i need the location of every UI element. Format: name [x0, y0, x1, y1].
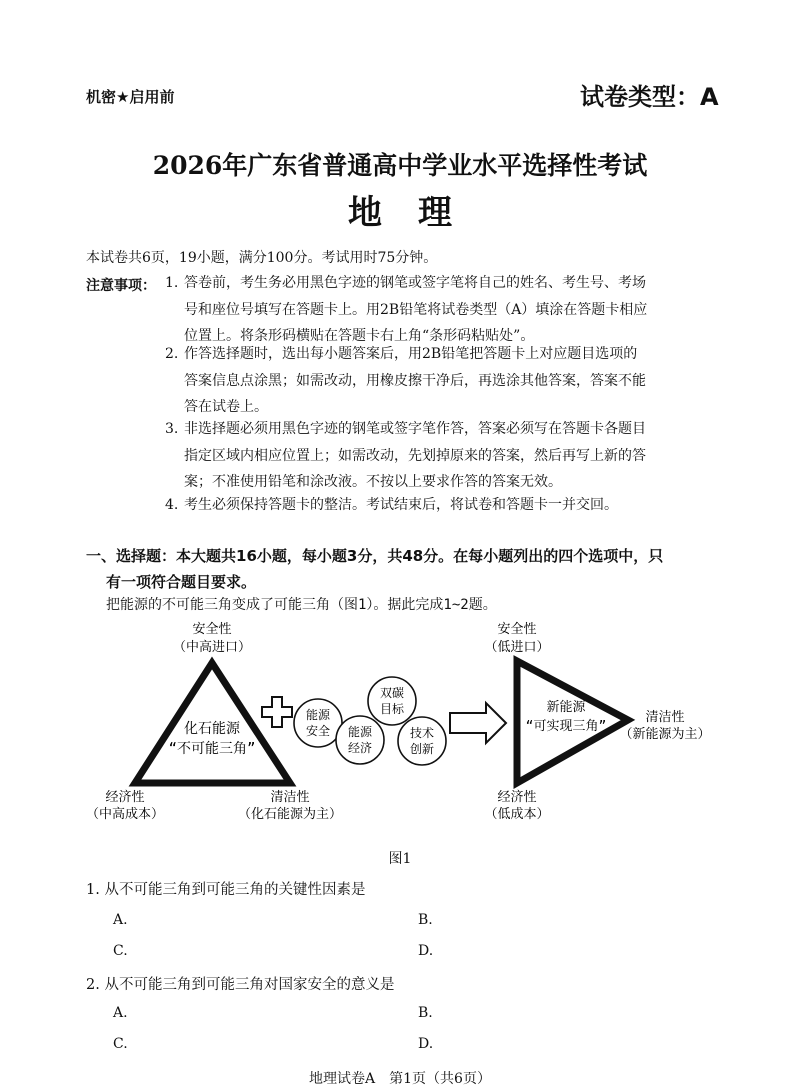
note-number: 4. — [165, 497, 179, 513]
question-prompt: 把能源的不可能三角变成了可能三角（图1）。据此完成1~2题。 — [106, 597, 497, 613]
notes-label: 注意事项： — [86, 278, 156, 294]
question-2-stem: 2. 从不可能三角到可能三角对国家安全的意义是 — [86, 977, 395, 993]
right-top-label: 安全性 — [497, 622, 537, 637]
note-line: 位置上。将条形码横贴在答题卡右上角“条形码粘贴处”。 — [184, 328, 535, 344]
arrow-right-icon — [450, 703, 506, 743]
note-item-2 — [165, 341, 729, 421]
page-footer: 地理试卷A 第1页（共6页） — [309, 1071, 491, 1087]
note-line: 答在试卷上。 — [184, 399, 268, 415]
note-line: 考生必须保持答题卡的整洁。考试结束后，将试卷和答题卡一并交回。 — [184, 497, 618, 513]
question-1-stem: 1. 从不可能三角到可能三角的关键性因素是 — [86, 882, 366, 898]
question-1-option-d: D. — [418, 943, 434, 959]
question-2-option-c: C. — [113, 1036, 128, 1052]
circle-label: 目标 — [379, 702, 405, 716]
circle-dual-carbon — [368, 677, 416, 725]
circle-label: 技术 — [409, 726, 435, 740]
note-line: 作答选择题时，选出每小题答案后，用2B铅笔把答题卡上对应题目选项的 — [184, 346, 638, 362]
circle-tech-innovation — [398, 717, 446, 765]
circle-label: 创新 — [409, 742, 435, 756]
right-side-label: 清洁性 — [645, 710, 685, 725]
note-line: 案；不准使用铅笔和涂改液。不按以上要求作答的答案无效。 — [184, 474, 562, 490]
right-side-sub: （新能源为主） — [619, 727, 711, 742]
question-2-option-d: D. — [418, 1036, 434, 1052]
right-center-line2: “可实现三角” — [525, 719, 607, 734]
right-center-line1: 新能源 — [546, 700, 586, 715]
note-item-3 — [165, 416, 729, 496]
circle-energy-security — [294, 699, 342, 747]
left-bottom-left-sub: （中高成本） — [85, 807, 165, 822]
left-bottom-right-label: 清洁性 — [270, 790, 310, 805]
note-number: 2. — [165, 346, 179, 362]
note-line: 号和座位号填写在答题卡上。用2B铅笔将试卷类型（A）填涂在答题卡相应 — [184, 301, 648, 318]
figure-energy-triangle — [0, 615, 800, 830]
note-line: 答卷前，考生务必用黑色字迹的钢笔或签字笔将自己的姓名、考生号、考场 — [184, 275, 646, 291]
right-bottom-sub: （低成本） — [484, 807, 550, 822]
plus-icon — [262, 697, 292, 727]
left-bottom-left-label: 经济性 — [105, 790, 145, 805]
circle-energy-economy — [336, 716, 384, 764]
left-bottom-right-sub: （化石能源为主） — [237, 807, 343, 822]
note-item-4 — [165, 492, 729, 519]
question-1-option-c: C. — [113, 943, 128, 959]
exam-title: 2026年广东省普通高中学业水平选择性考试 — [152, 151, 648, 180]
question-1-option-b: B. — [418, 912, 433, 928]
left-center-line2: “不可能三角” — [168, 741, 256, 757]
question-2-option-a: A. — [113, 1005, 128, 1021]
question-1-option-a: A. — [113, 912, 128, 928]
paper-type: 试卷类型：A — [580, 83, 719, 111]
left-top-label: 安全性 — [192, 622, 232, 637]
figure-caption: 图1 — [388, 851, 412, 867]
question-2-option-b: B. — [418, 1005, 433, 1021]
left-center-line1: 化石能源 — [184, 721, 240, 737]
note-number: 3. — [165, 421, 179, 437]
exam-intro: 本试卷共6页，19小题，满分100分。考试用时75分钟。 — [86, 250, 438, 266]
circle-label: 能源 — [305, 708, 331, 722]
circle-label: 经济 — [347, 741, 373, 755]
circle-label: 安全 — [305, 724, 331, 738]
note-line: 非选择题必须用黑色字迹的钢笔或签字笔作答，答案必须写在答题卡各题目 — [184, 421, 646, 437]
note-item-1 — [165, 270, 729, 350]
note-line: 答案信息点涂黑；如需改动，用橡皮擦干净后，再选涂其他答案，答案不能 — [184, 372, 646, 389]
circle-label: 能源 — [347, 725, 373, 739]
left-top-sub: （中高进口） — [172, 640, 252, 655]
circle-label: 双碳 — [379, 686, 405, 700]
section-line: 一、选择题：本大题共16小题，每小题3分，共48分。在每小题列出的四个选项中，只 — [86, 547, 664, 565]
confidential-label: 机密★启用前 — [86, 88, 175, 106]
right-top-sub: （低进口） — [484, 640, 550, 655]
section-line: 有一项符合题目要求。 — [106, 573, 257, 591]
note-line: 指定区域内相应位置上；如需改动，先划掉原来的答案，然后再写上新的答 — [184, 447, 646, 464]
note-number: 1. — [165, 275, 179, 291]
subject-title: 地理 — [348, 193, 488, 233]
right-bottom-label: 经济性 — [497, 790, 537, 805]
section-heading — [86, 543, 726, 595]
